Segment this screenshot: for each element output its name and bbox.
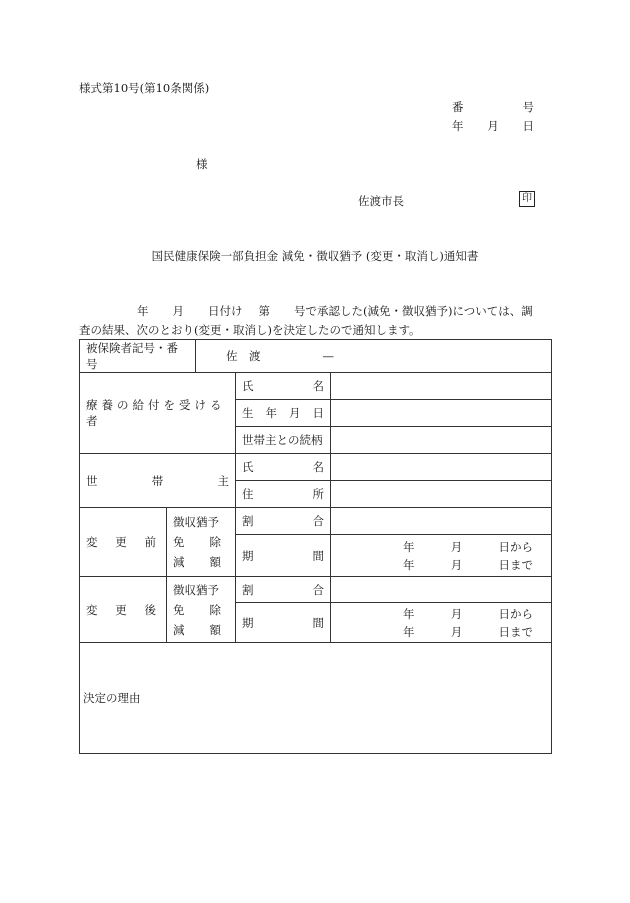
- decision-reason[interactable]: [80, 643, 552, 754]
- doc-number-label: 番: [452, 100, 464, 114]
- seal-stamp: 印: [519, 191, 535, 207]
- insured-number-value: 佐 渡 —: [196, 340, 552, 373]
- relation-label: 世帯主との続柄: [236, 427, 331, 454]
- address-label: 住 所: [236, 481, 331, 508]
- document-date: [452, 118, 534, 134]
- issuer: 佐渡市長: [358, 194, 404, 208]
- recipient-name-value[interactable]: [331, 373, 552, 400]
- before-period-value[interactable]: 年 月 日から 年 月 日まで: [331, 535, 552, 577]
- notice-table: [79, 339, 552, 754]
- after-change-label: 変 更 後: [80, 577, 167, 643]
- address-value[interactable]: [331, 481, 552, 508]
- recipient-name-label: 氏 名: [236, 373, 331, 400]
- householder-label: 世 帯 主: [80, 454, 236, 508]
- before-ratio-label: 割 合: [236, 508, 331, 535]
- after-period-value[interactable]: 年 月 日から 年 月 日まで: [331, 603, 552, 643]
- before-change-types: 徴収猶予 免 除 減 額: [167, 508, 236, 577]
- date-year: 年: [452, 119, 464, 133]
- before-ratio-value[interactable]: [331, 508, 552, 535]
- body-line-1: 年 月 日付け 第 号で承認した(減免・徴収猶予)については、調: [137, 304, 533, 318]
- householder-name-value[interactable]: [331, 454, 552, 481]
- doc-number-suffix: 号: [522, 100, 534, 114]
- birthdate-value[interactable]: [331, 400, 552, 427]
- date-day: 日: [522, 119, 534, 133]
- after-ratio-value[interactable]: [331, 577, 552, 603]
- before-period-label: 期 間: [236, 535, 331, 577]
- birthdate-label: 生 年 月 日: [236, 400, 331, 427]
- date-month: 月: [487, 119, 499, 133]
- insured-number-label: 被保険者記号・番号: [80, 340, 196, 373]
- body-line-2: 査の結果、次のとおり(変更・取消し)を決定したので通知します。: [79, 323, 421, 337]
- recipient-label: 療養の給付を受ける者: [80, 373, 236, 454]
- before-change-label: 変 更 前: [80, 508, 167, 577]
- after-ratio-label: 割 合: [236, 577, 331, 603]
- form-number: 様式第10号(第10条関係): [79, 81, 210, 95]
- after-period-label: 期 間: [236, 603, 331, 643]
- householder-name-label: 氏 名: [236, 454, 331, 481]
- after-change-types: 徴収猶予 免 除 減 額: [167, 577, 236, 643]
- decision-reason-label: 決定の理由: [83, 691, 141, 705]
- document-number: [452, 99, 534, 115]
- relation-value[interactable]: [331, 427, 552, 454]
- document-title: 国民健康保険一部負担金 減免・徴収猶予 (変更・取消し)通知書: [151, 249, 479, 263]
- addressee: 様: [196, 157, 208, 171]
